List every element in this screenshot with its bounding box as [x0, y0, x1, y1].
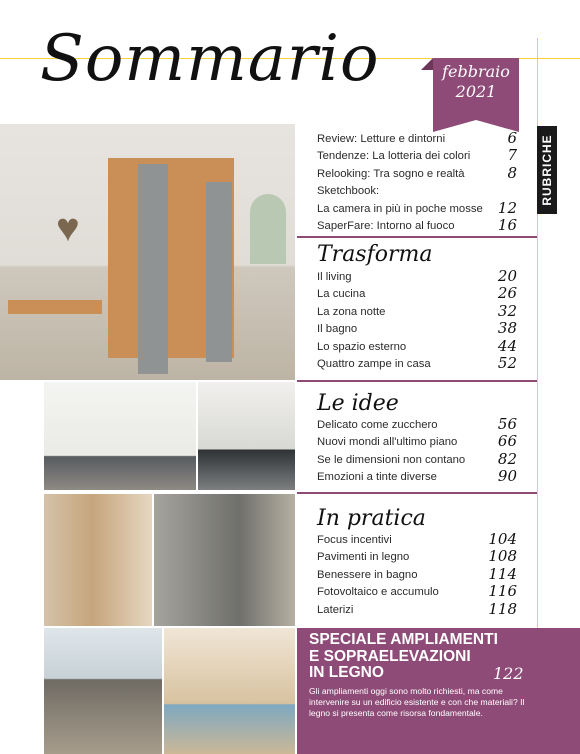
issue-ribbon [433, 58, 519, 120]
issue-date [433, 62, 519, 102]
photo-attic-bedroom [198, 382, 297, 490]
rubriche-tab-label: RUBRICHE [540, 134, 554, 206]
rubriche-list [317, 131, 517, 235]
list-item[interactable]: Il living 20 [317, 267, 517, 285]
heart-decoration-icon: ♥ [56, 206, 80, 250]
list-item[interactable]: La camera in più in poche mosse 12 [317, 198, 517, 217]
photo-bench [8, 300, 102, 314]
list-item[interactable]: Focus incentivi 104 [317, 530, 517, 548]
special-description: Gli ampliamenti oggi sono molto richiesti, ma come intervenire su un edificio esistente e con che materiali? Il legno si presenta come risorsa fondamentale. [309, 686, 525, 718]
photo-wardrobe-door [206, 182, 232, 362]
section-divider [297, 492, 537, 494]
photo-window [250, 194, 286, 264]
in-pratica-list [317, 532, 517, 619]
special-feature-box[interactable] [297, 628, 580, 754]
photo-grey-interior [154, 494, 297, 626]
list-item[interactable]: Il bagno 38 [317, 319, 517, 338]
list-item[interactable]: La zona notte 32 [317, 301, 517, 320]
photo-white-living-room [44, 382, 198, 490]
list-item[interactable]: Tendenze: La lotteria dei colori 7 [317, 146, 517, 165]
photo-pool-room [164, 628, 297, 754]
section-divider [297, 236, 537, 238]
issue-month: febbraio [442, 62, 510, 81]
le-idee-list [317, 417, 517, 487]
list-item[interactable]: SaperFare: Intorno al fuoco 16 [317, 215, 517, 234]
list-item[interactable]: Quattro zampe in casa 52 [317, 353, 517, 372]
list-item[interactable]: Emozioni a tinte diverse 90 [317, 467, 517, 486]
section-title-in-pratica: In pratica [317, 506, 426, 531]
list-item[interactable]: Laterizi 118 [317, 599, 517, 618]
photo-wooden-sauna [44, 494, 154, 626]
list-item[interactable]: Review: Letture e dintorni 6 [317, 129, 517, 147]
special-page-number: 122 [493, 664, 524, 683]
section-title-le-idee: Le idee [317, 391, 399, 416]
list-item[interactable]: Nuovi mondi all'ultimo piano 66 [317, 432, 517, 451]
section-title-trasforma: Trasforma [317, 242, 433, 267]
list-item[interactable]: Fotovoltaico e accumulo 116 [317, 582, 517, 601]
list-item[interactable]: Se le dimensioni non contano 82 [317, 449, 517, 468]
issue-year: 2021 [455, 82, 497, 101]
list-item[interactable]: Lo spazio esterno 44 [317, 336, 517, 355]
photo-wardrobe-door [138, 164, 168, 374]
list-item[interactable]: La cucina 26 [317, 284, 517, 303]
list-item[interactable]: Relooking: Tra sogno e realtà 8 [317, 163, 517, 182]
rubriche-tab [537, 126, 557, 214]
page-title: Sommario [40, 22, 380, 96]
list-item[interactable]: Pavimenti in legno 108 [317, 547, 517, 566]
list-item[interactable]: Benessere in bagno 114 [317, 564, 517, 583]
list-item[interactable]: Sketchbook: [317, 185, 380, 198]
list-item[interactable]: Delicato come zucchero 56 [317, 415, 517, 433]
section-divider [297, 380, 537, 382]
special-title: SPECIALE AMPLIAMENTI E SOPRAELEVAZIONI IN LEGNO [309, 631, 498, 681]
photo-entrance-wardrobe [0, 124, 297, 380]
photo-wooden-house-exterior [44, 628, 164, 754]
trasforma-list [317, 269, 517, 373]
